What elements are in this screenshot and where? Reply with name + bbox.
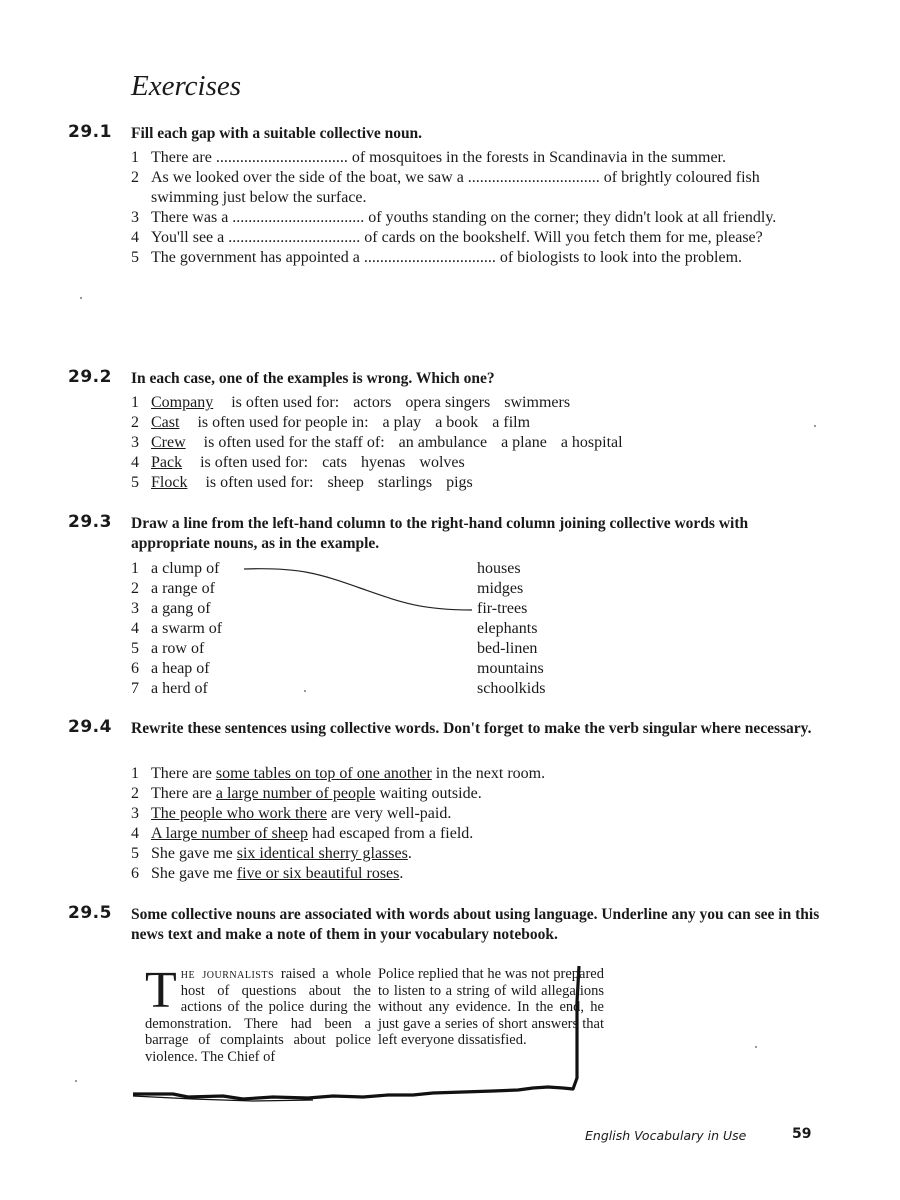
exercise-instruction-29-1: Fill each gap with a suitable collective noun. [131,125,423,142]
item-lead [151,474,313,491]
collective-word: Flock [151,474,188,491]
example-match-line [240,560,480,620]
text-after: are very well-paid. [326,805,452,822]
exercise-number-29-4: 29.4 [68,717,112,737]
example-option: an ambulance [398,434,488,451]
exercise-number-29-1: 29.1 [68,122,112,142]
example-option: wolves [419,454,465,471]
exercise-list-29-4 [131,764,545,884]
underlined-phrase: some tables on top of one another [215,765,432,782]
right-item: schoolkids [477,680,546,697]
item-number: 4 [131,454,139,471]
item-text [151,824,545,844]
example-option: a hospital [560,434,623,451]
list-item [131,168,821,208]
item-description: is often used for: [201,474,314,491]
news-column-left [145,962,372,1066]
drop-cap: T [145,962,177,1019]
item-number: 5 [131,249,139,266]
right-item: mountains [477,660,544,677]
left-item [131,599,222,619]
item-number: 3 [131,805,139,822]
left-item [131,619,222,639]
example-option: cats [322,454,347,471]
example-option: actors [353,394,392,411]
item-text: There are ................................. of mosquitoes in the forests in Scandinavia in the summer. [151,149,726,166]
example-option: a play [382,414,422,431]
list-item [131,844,545,864]
item-lead [151,454,308,471]
item-number: 2 [131,414,139,431]
item-text: There was a ................................. of youths standing on the corner; they didn't look at all friendly. [151,209,777,226]
item-description: is often used for: [227,394,340,411]
item-description: is often used for people in: [193,414,369,431]
scan-speck [80,297,82,299]
list-item [131,473,623,493]
item-description: is often used for: [196,454,309,471]
item-number: 7 [131,680,139,697]
text-after: . [407,845,412,862]
collective-phrase: a herd of [151,680,208,697]
item-number: 4 [131,229,139,246]
news-left-text: raised a whole host of questions about the actions of the police during the demonstration. There had been a barrage of complaints about police violence. The Chief of [145,966,372,1065]
collective-phrase: a clump of [151,560,220,577]
example-option: sheep [327,474,364,491]
list-item [131,864,545,884]
news-clipping [133,962,613,1102]
right-item: fir-trees [477,600,528,617]
item-number: 2 [131,580,139,597]
list-item [131,764,545,784]
underlined-phrase: a large number of people [215,785,376,802]
collective-word: Crew [151,434,186,451]
underlined-phrase: six identical sherry glasses [236,845,408,862]
right-item: elephants [477,620,538,637]
item-text: You'll see a ................................. of cards on the bookshelf. Will you fetch them for me, please? [151,229,763,246]
list-item [131,784,545,804]
item-lead [151,414,369,431]
scan-speck [755,1046,757,1048]
text-after: in the next room. [431,765,546,782]
footer-book-title: English Vocabulary in Use [585,1128,747,1143]
item-text [151,413,623,433]
item-number: 1 [131,765,139,782]
item-number: 1 [131,149,139,166]
news-column-right: Police replied that he was not prepared to listen to a string of wild allegations without any evidence. In the end, he just gave a series of short answers that left everyone dissatisfied. [378,966,604,1049]
item-number: 2 [131,785,139,802]
item-number: 3 [131,600,139,617]
example-option: a film [492,414,531,431]
list-item [131,433,623,453]
example-option: opera singers [405,394,491,411]
right-item: midges [477,580,524,597]
exercise-number-29-2: 29.2 [68,367,112,387]
example-option: a book [435,414,479,431]
item-text [151,473,623,493]
item-number: 1 [131,394,139,411]
text-before: There are [151,765,216,782]
example-option: a plane [501,434,547,451]
exercise-instruction-29-2: In each case, one of the examples is wrong. Which one? [131,370,495,387]
page-title: Exercises [131,70,242,102]
news-lead-smallcaps: he journalists [180,966,275,982]
scan-speck [814,425,816,427]
item-text [151,433,623,453]
item-lead [151,394,339,411]
page-number: 59 [792,1126,812,1142]
list-item [131,413,623,433]
text-before: She gave me [151,865,237,882]
exercise-list-29-1 [131,148,821,268]
example-option: pigs [446,474,473,491]
item-number: 3 [131,209,139,226]
item-number: 4 [131,825,139,842]
underlined-phrase: The people who work there [151,805,327,822]
item-text [151,864,545,884]
left-item [131,579,222,599]
item-number: 5 [131,845,139,862]
item-number: 4 [131,620,139,637]
list-item [131,804,545,824]
text-after: waiting outside. [375,785,482,802]
item-description: is often used for the staff of: [199,434,385,451]
item-text [151,393,623,413]
list-item [131,208,821,228]
exercise-instruction-29-3: Draw a line from the left-hand column to the right-hand column joining collective words with appropriate nouns, as in the example. [131,515,749,552]
example-option: starlings [377,474,433,491]
collective-phrase: a heap of [151,660,210,677]
right-item: bed-linen [477,640,538,657]
collective-phrase: a range of [151,580,215,597]
item-text [151,844,545,864]
item-text [151,453,623,473]
item-lead [151,434,385,451]
item-number: 6 [131,660,139,677]
item-number: 3 [131,434,139,451]
list-item [131,824,545,844]
left-item [131,679,222,699]
text-after: had escaped from a field. [308,825,474,842]
item-number: 5 [131,640,139,657]
underlined-phrase: five or six beautiful roses [236,865,400,882]
left-item [131,639,222,659]
item-text: The government has appointed a ................................. of biologists to look into the problem. [151,249,743,266]
collective-word: Company [151,394,214,411]
exercise-number-29-5: 29.5 [68,903,112,923]
list-item [131,228,821,248]
item-number: 5 [131,474,139,491]
list-item [131,393,623,413]
underlined-phrase: A large number of sheep [151,825,308,842]
matching-right-column [477,559,545,699]
item-number: 1 [131,560,139,577]
left-item [131,659,222,679]
right-item: houses [477,560,521,577]
matching-left-column [131,559,222,699]
example-option: swimmers [504,394,571,411]
exercise-list-29-2 [131,393,623,493]
collective-word: Cast [151,414,180,431]
exercise-instruction-29-5: Some collective nouns are associated with words about using language. Underline any you can see in this news text and make a note of them in your vocabulary notebook. [131,906,820,943]
exercise-number-29-3: 29.3 [68,512,112,532]
text-after: . [399,865,404,882]
scan-speck [304,690,306,692]
item-text: As we looked over the side of the boat, we saw a ................................. of brightly coloured fish swimming just below the surface. [151,169,760,206]
text-before: There are [151,785,216,802]
collective-phrase: a row of [151,640,205,657]
exercise-instruction-29-4: Rewrite these sentences using collective words. Don't forget to make the verb singular where necessary. [131,720,812,737]
item-text [151,804,545,824]
list-item [131,148,821,168]
list-item [131,248,821,268]
item-number: 2 [131,169,139,186]
item-number: 6 [131,865,139,882]
example-option: hyenas [360,454,406,471]
collective-word: Pack [151,454,183,471]
scan-speck [75,1080,77,1082]
item-text [151,784,545,804]
text-before: She gave me [151,845,237,862]
collective-phrase: a gang of [151,600,211,617]
collective-phrase: a swarm of [151,620,223,637]
left-item [131,559,222,579]
item-text [151,764,545,784]
list-item [131,453,623,473]
